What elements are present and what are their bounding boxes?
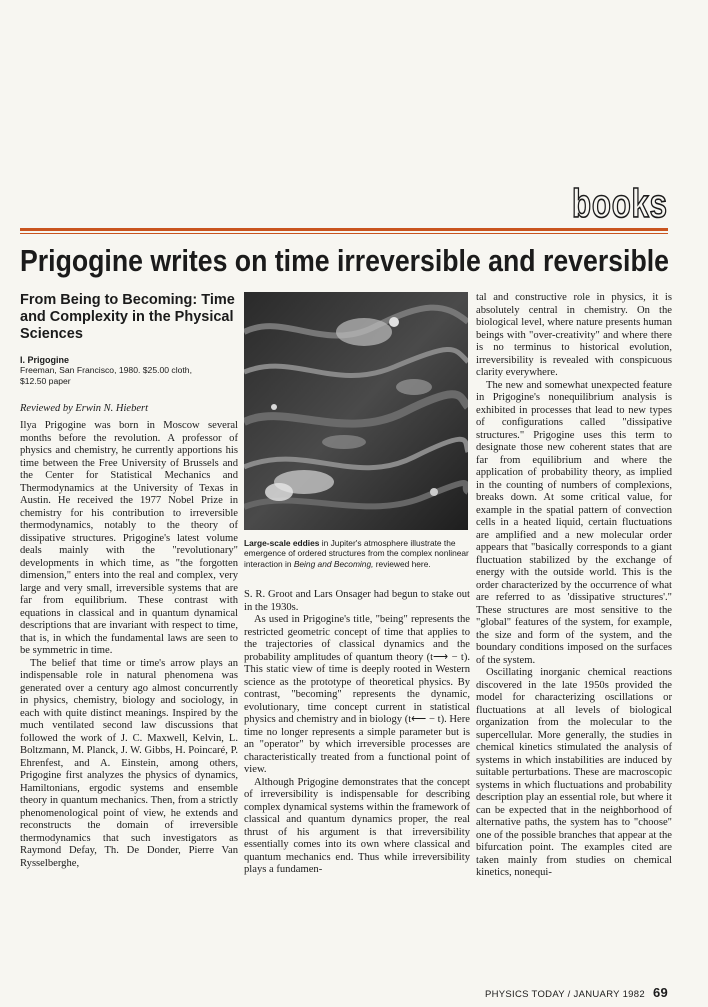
caption-italic: Being and Becoming, [293,558,374,569]
page-number: 69 [652,985,668,1000]
publisher-info [20,365,238,387]
header-rule [20,228,668,231]
paragraph: tal and constructive role in physics, it is absolutely central in chemistry. On the biological level, where nature presents human beings with "over-creativity" and where there is no terminus to historical evolution, irreversibility is revealed with conspicuous clarity everywhere. [476,292,672,378]
publisher-line-2: $12.50 paper [20,376,71,386]
caption-bold: Large-scale eddies [244,538,320,548]
paragraph: Although Prigogine demonstrates that the concept of irreversibility is indispensable for describing complex dynamical systems within the framework of classical and quantum dynamics proper, the real thrust of his argument is that irreversibility essentially comes into its own where classical and quantum mechanics end. Thus while irreversibility plays a fundamen- [244,776,470,876]
column-1 [20,292,238,870]
paragraph: The new and somewhat unexpected feature in Prigogine's nonequilibrium analysis is exhibited in processes that lead to new types of configurations called "dissipative structures." Prigogine uses this term to designate those new coherent states that are far from equilibrium and where the application of probability theory, as implied in the counting of numbers of complexions, breaks down. At some critical value, for example in the spatial pattern of convection cells in a heated liquid, certain fluctuations are amplified and a new molecular order appears that "basically corresponds to a giant fluctuation stabilized by the exchange of energy with the outside world. This is the order characterized by the occurrence of what are referred to as 'dissipative structures'." These structures are most sensitive to the "global" features of the system, for example, the size and form of the system, and the boundary conditions imposed on the surfaces of the system. [476,379,672,666]
caption-end: reviewed here. [373,558,431,569]
publisher-line-1: Freeman, San Francisco, 1980. $25.00 cloth, [20,365,192,375]
photo-caption [244,538,470,569]
article-headline: Prigogine writes on time irreversible and reversible [20,243,669,278]
paragraph: As used in Prigogine's title, "being" represents the restricted geometric concept of time that applies to the trajectories of classical dynamics and the probability amplitudes of quantum theory (t⟶ − t). This static view of time is deeply rooted in Western science as the prototype of theoretical physics. By contrast, "becoming" represents the dynamic, evolutionary, time concept current in statistical physics and chemistry and in biology (t⟵ − t). Here time no longer represents a simple parameter but is an "operator" by which irreversible processes are characteristically treated from a functional point of view. [244,614,470,776]
header-rule-thin [20,233,668,234]
paragraph: Oscillating inorganic chemical reactions discovered in the late 1950s provided the model for characterizing oscillations or fluctuations at all levels of biological organization from the molecular to the supercellular. More generally, the studies in chemical kinetics stimulated the analysis of systems in which instabilities are induced by suitable perturbations. These are macroscopic systems in which fluctuations and probability description play an essential role, but where it can be expected that in the neighborhood of alternative paths, the system has to "choose" one of the possible branches that appear at the bifurcation point. The examples cited are taken mainly from studies on chemical kinetics, nonequi- [476,667,672,878]
books-section-logo: books [572,182,668,226]
paragraph: Ilya Prigogine was born in Moscow several months before the revolution. A professor of physics and chemistry, he currently apportions his time between the Free University of Brussels and the Center for Statistical Mechanics and Thermodynamics at the University of Texas in Austin. He received the 1977 Nobel Prize in chemistry for his contribution to irreversible thermodynamics, notably to the theory of dissipative structures. Prigogine's latest volume deals mainly with the "revolutionary" developments in which time, as "the forgotten dimension," enters into the real and complex, very large and very small, irreversible systems that are far from equilibrium. These contrast with equations in classical and in quantum dynamical descriptions that are invariant with respect to time, that is, in which the fundamental laws are seen to be symmetric in time. [20,420,238,656]
column-2 [244,292,470,877]
column-3 [476,292,672,880]
book-title: From Being to Becoming: Time and Complexity in the Physical Sciences [20,292,235,342]
jupiter-eddies-photo [244,292,468,530]
paragraph: The belief that time or time's arrow plays an indispensable role in natural phenomena was generated over a century ago almost concurrently in physics, chemistry, biology and sociology, in each with quite distinct meanings. Inspired by the much ventilated second law discussions that followed the work of J. C. Maxwell, Kelvin, L. Boltzmann, M. Planck, J. W. Gibbs, H. Poincaré, P. Ehrenfest, and A. Einstein, among others, Prigogine first analyzes the physics of dynamics, Hamiltonians, ergodic systems and ensemble theory in quantum mechanics. Then, from a strictly phenomenological point of view, he extends and reconstructs the domain of irreversible thermodynamics that such investigators as Raymond Defay, Th. De Donder, Pierre Van Rysselberghe, [20,657,238,869]
paragraph: S. R. Groot and Lars Onsager had begun to stake out in the 1930s. [244,589,470,613]
page-footer [485,985,668,1000]
reviewer-credit: Reviewed by Erwin N. Hiebert [20,403,149,414]
caption-text: in Jupiter's atmosphere illustrate the emergence of ordered structures from the complex nonlinear interaction in [244,538,469,569]
book-author: I. Prigogine [20,355,70,365]
journal-issue: PHYSICS TODAY / JANUARY 1982 [484,989,645,1000]
